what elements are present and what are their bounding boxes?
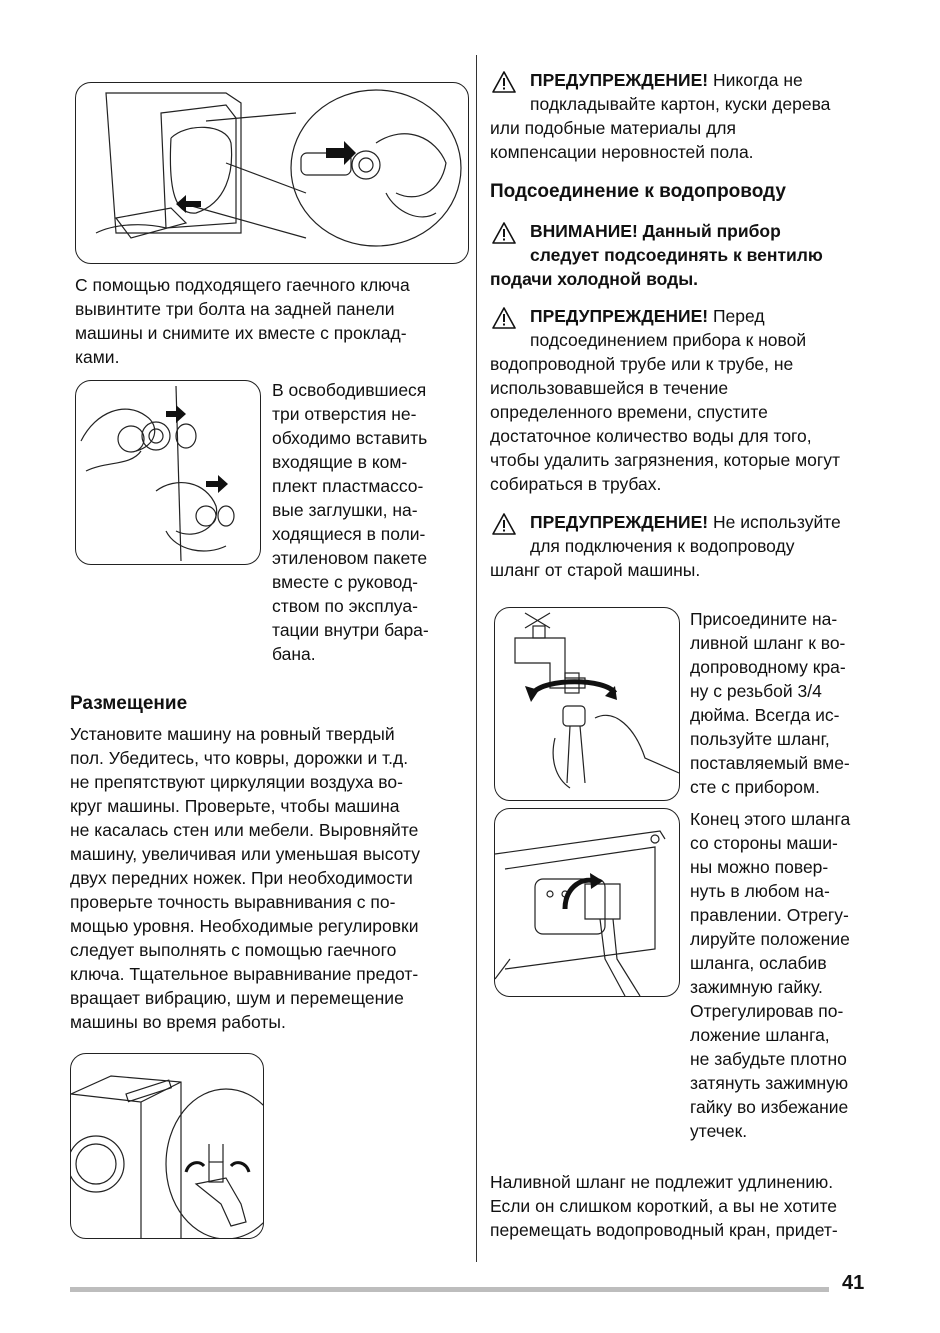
warning-text: Не используйте [708,512,841,532]
warning-old-hose [490,510,885,582]
warning-text: использовавшейся в течение [490,378,729,398]
plugs-line: вместе с руковод- [272,572,418,592]
feet-adjustment-illustration [70,1053,264,1239]
caution-text: следует подсоединять к вентилю [530,245,823,265]
hose-line: лируйте положение [690,929,850,949]
extension-line: Наливной шланг не подлежит удлинению. [490,1172,834,1192]
plugs-line: этиленовом пакете [272,548,428,568]
placement-line: круг машины. Проверьте, чтобы машина [70,796,400,816]
tap-line: ливной шланг к во- [690,633,846,653]
caption-line: ками. [75,347,120,367]
warning-text: собираться в трубах. [490,474,662,494]
column-divider [476,55,477,1262]
caution-label: ВНИМАНИЕ! [530,221,638,241]
plugs-line: В освободившиеся [272,380,427,400]
tap-line: сте с прибором. [690,777,820,797]
hose-line: гайку во избежание [690,1097,849,1117]
plugs-line: тации внутри бара- [272,620,429,640]
warning-text: подсоединением прибора к новой [530,330,807,350]
hose-line: со стороны маши- [690,833,838,853]
warning-text: водопроводной трубе или к трубе, не [490,354,794,374]
placement-line: проверьте точность выравнивания с по- [70,892,396,912]
bolts-caption [75,273,470,369]
warning-new-pipes [490,304,885,496]
tap-line: пользуйте шланг, [690,729,830,749]
warning-text: компенсации неровностей пола. [490,142,754,162]
hose-line: нуть в любом на- [690,881,830,901]
warning-text: или подобные материалы для [490,118,736,138]
caption-line: машины и снимите их вместе с проклад- [75,323,407,343]
placement-text [70,722,470,1034]
tap-line: ну с резьбой 3/4 [690,681,822,701]
page-number: 41 [842,1272,865,1294]
hose-line: Отрегулировав по- [690,1001,844,1021]
hose-line: шланга, ослабив [690,953,827,973]
caption-line: С помощью подходящего гаечного ключа [75,275,410,295]
placement-line: вращает вибрацию, шум и перемещение [70,988,404,1008]
placement-line: ключа. Тщательное выравнивание предот- [70,964,419,984]
hose-line: правлении. Отрегу- [690,905,849,925]
warning-text: для подключения к водопроводу [530,536,795,556]
placement-line: мощью уровня. Необходимые регулировки [70,916,419,936]
tap-line: поставляемый вме- [690,753,850,773]
plugs-line: входящие в ком- [272,452,408,472]
warning-text: достаточное количество воды для того, [490,426,812,446]
hose-line: утечек. [690,1121,748,1141]
warning-text: определенного времени, спустите [490,402,768,422]
plugs-line: ством по эксплуа- [272,596,418,616]
hose-line: Конец этого шланга [690,809,851,829]
placement-line: пол. Убедитесь, что ковры, дорожки и т.д. [70,748,409,768]
extension-line: перемещать водопроводный кран, придет- [490,1220,838,1240]
caution-text: подачи холодной воды. [490,269,699,289]
hose-line: ложение шланга, [690,1025,830,1045]
caution-cold-water [490,219,885,291]
placement-line: двух передних ножек. При необходимости [70,868,413,888]
hose-line: затянуть зажимную [690,1073,849,1093]
plugs-line: вые заглушки, на- [272,500,418,520]
placement-line: машину, увеличивая или уменьшая высоту [70,844,420,864]
plugs-illustration [75,380,261,565]
water-connection-heading: Подсоединение к водопроводу [490,181,786,202]
placement-line: не препятствуют циркуляции воздуха во- [70,772,403,792]
tap-connection-illustration [494,607,680,801]
placement-line: следует выполнять с помощью гаечного [70,940,397,960]
warning-text: подкладывайте картон, куски дерева [530,94,831,114]
placement-heading: Размещение [70,693,188,714]
hose-orientation-illustration [494,808,680,997]
warning-text: шланг от старой машины. [490,560,701,580]
hose-text [690,807,890,1143]
plugs-text [272,378,472,666]
warning-label: ПРЕДУПРЕЖДЕНИЕ! [530,70,709,90]
warning-text: Перед [708,306,765,326]
warning-label: ПРЕДУПРЕЖДЕНИЕ! [530,306,709,326]
tap-line: дюйма. Всегда ис- [690,705,840,725]
tap-line: допроводному кра- [690,657,846,677]
plugs-line: обходимо вставить [272,428,428,448]
placement-line: машины во время работы. [70,1012,286,1032]
caption-line: вывинтите три болта на задней панели [75,299,395,319]
plugs-line: плект пластмассо- [272,476,424,496]
warning-label: ПРЕДУПРЕЖДЕНИЕ! [530,512,709,532]
placement-line: не касалась стен или мебели. Выровняйте [70,820,419,840]
warning-cardboard [490,68,885,164]
hose-line: не забудьте плотно [690,1049,847,1069]
plugs-line: ходящиеся в поли- [272,524,426,544]
tap-text [690,607,890,799]
hose-line: зажимную гайку. [690,977,823,997]
warning-text: чтобы удалить загрязнения, которые могут [490,450,841,470]
extension-note [490,1170,890,1242]
extension-line: Если он слишком короткий, а вы не хотите [490,1196,838,1216]
caution-text: Данный прибор [637,221,781,241]
tap-line: Присоедините на- [690,609,838,629]
placement-line: Установите машину на ровный твердый [70,724,395,744]
plugs-line: три отверстия не- [272,404,417,424]
rear-bolts-illustration [75,82,469,264]
footer-bar [70,1287,829,1292]
hose-line: ны можно повер- [690,857,829,877]
warning-text: Никогда не [708,70,803,90]
plugs-line: бана. [272,644,316,664]
